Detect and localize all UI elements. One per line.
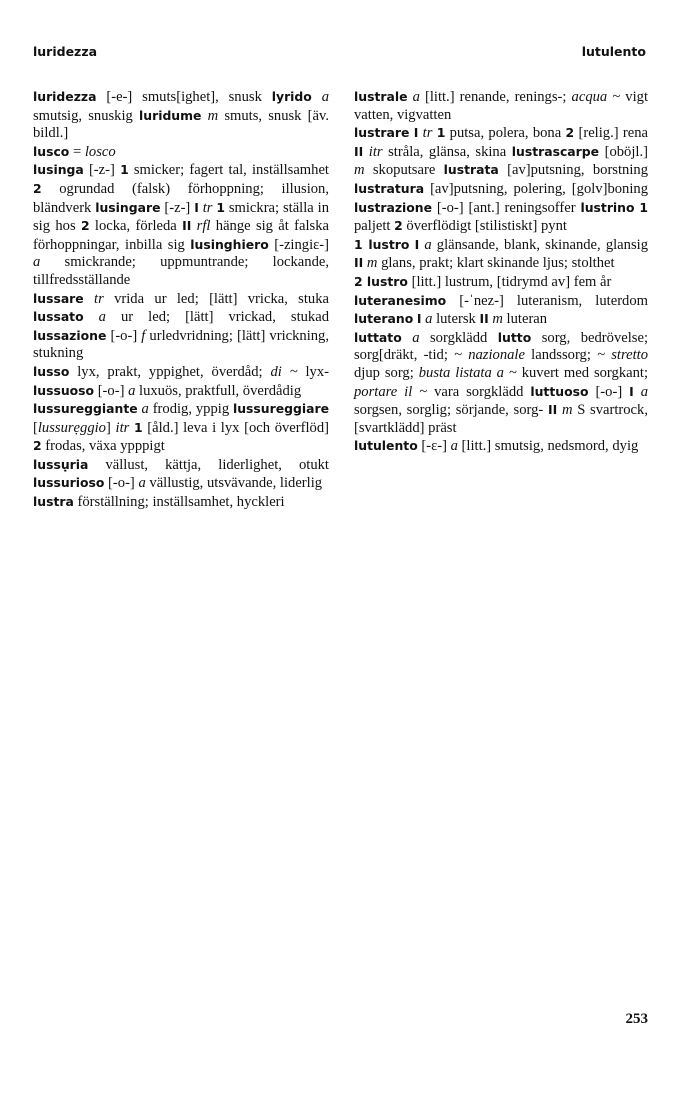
entry-bold-term: lusinghiero (190, 236, 269, 252)
entry-italic-text: itr (368, 143, 383, 160)
entry-text: smutsig, snuskig (33, 107, 140, 124)
entry-headword: lustrale (354, 89, 408, 104)
entry-bold-term: lustrascarpe (511, 143, 600, 159)
entry-headword: lussare (33, 290, 84, 306)
entry-headword: lutulento (354, 438, 418, 454)
entry-bold-term: lustratura (354, 180, 425, 196)
entry-text: frodas, växa ypppigt (41, 438, 165, 455)
entry-bold-term: lussurioso (33, 475, 105, 491)
entry-text: [-ˈnez-] luteranism, luterdom (446, 292, 648, 309)
entry-text: [-z-] (83, 162, 121, 179)
entry-italic-text: rfl (196, 218, 211, 235)
dictionary-entry (33, 456, 329, 493)
entry-text: [-o-] (588, 383, 630, 400)
running-header (33, 44, 646, 64)
entry-text: ur led; [lätt] vrickad, stukad (105, 309, 329, 326)
entry-text (84, 309, 99, 325)
entry-bold-term: I (413, 125, 419, 141)
entry-text: vällust, kättja, liderlighet, otukt (88, 456, 329, 473)
dictionary-entry (33, 493, 329, 512)
entry-text: överflödigt [stilistiskt] pynt (402, 218, 567, 235)
entry-bold-term: lustrata (443, 162, 499, 178)
entry-bold-term: luterano (354, 311, 414, 327)
header-first-word: luridezza (33, 44, 98, 59)
entry-text: vara sorgklädd (427, 383, 531, 400)
dictionary-entry (33, 290, 329, 363)
entry-italic-text: a (33, 254, 41, 271)
entry-text: hänge sig åt falska förhoppningar, inbilla sig (33, 218, 329, 253)
entry-bold-term: I (414, 236, 420, 252)
entry-bold-term: 1 (133, 419, 143, 435)
dictionary-entry (33, 143, 329, 162)
dictionary-entry (33, 400, 329, 456)
entry-bold-term: 1 (120, 162, 129, 178)
entry-text: [-o-] (94, 382, 129, 399)
entry-bold-term: II (479, 311, 489, 327)
entry-text: [-o-] (106, 327, 142, 344)
entry-italic-text: m (561, 402, 573, 419)
dictionary-entry (33, 88, 329, 143)
entry-text: locka, förleda (89, 218, 183, 235)
entry-text: vrida ur led; [lätt] vricka, stuka (103, 290, 329, 307)
entry-text: skoputsare (364, 162, 444, 179)
entry-text: kuvert med sorgkant; (516, 364, 648, 381)
entry-text: [-z-] (160, 199, 195, 216)
entry-bold-term: luridume (139, 107, 202, 123)
entry-headword: luteranesimo (354, 292, 447, 308)
entry-bold-term: 1 (639, 199, 648, 215)
page-number: 253 (625, 1011, 648, 1027)
dictionary-column-right (354, 88, 648, 456)
entry-text: [litt.] renande, renings-; (419, 89, 572, 105)
entry-headword: lusinga (33, 162, 84, 178)
entry-bold-term: lutto (497, 329, 532, 345)
entry-text: [relig.] rena (574, 125, 649, 142)
entry-text: [av]putsning, polering, [golv]boning (424, 180, 648, 197)
entry-italic-text: portare il ~ (354, 383, 428, 400)
entry-headword: lusso (33, 363, 70, 379)
dictionary-entry (33, 161, 329, 289)
entry-bold-term: 1 (436, 125, 446, 141)
entry-text: [-o-] [ant.] reningsoffer (432, 199, 581, 216)
entry-text: frodig, yppig (148, 401, 233, 418)
entry-italic-text: a (412, 329, 420, 346)
entry-bold-term: lyrido (271, 89, 312, 104)
entry-text: [ (33, 419, 38, 436)
entry-text: [-e-] smuts[ighet], snusk (96, 89, 272, 105)
entry-bold-term: 1 (216, 199, 225, 215)
entry-text: ] (105, 419, 116, 436)
entry-italic-text: m (354, 162, 365, 179)
entry-italic-text: lussurẹggio (37, 419, 106, 436)
entry-bold-term: lussureggiare (232, 401, 329, 417)
entry-bold-term: II (354, 143, 364, 159)
entry-italic-text: a (141, 401, 149, 418)
header-last-word: lutulento (581, 44, 646, 59)
entry-text: [av]putsning, borstning (498, 162, 648, 179)
entry-text: [litt.] smutsig, nedsmord, dyig (457, 438, 639, 455)
entry-text: smuts, snusk [äv. bildl.] (33, 107, 329, 142)
entry-bold-term: 2 (33, 438, 42, 454)
entry-italic-text: m (492, 311, 503, 328)
entry-text: luteran (502, 311, 548, 328)
entry-headword: lustrare (354, 125, 410, 141)
entry-text: [-ɛ-] (417, 438, 451, 455)
entry-bold-term: lussato (33, 309, 84, 325)
entry-italic-text: tr (422, 125, 433, 142)
entry-italic-text: tr (202, 199, 213, 216)
entry-text: landssorg; (524, 347, 598, 364)
entry-headword: lussụria (33, 456, 89, 472)
entry-italic-text: tr (94, 290, 104, 307)
entry-bold-term: lustrazione (354, 199, 433, 215)
entry-headword: luridezza (33, 89, 97, 104)
entry-text: [litt.] lustrum, [tidrymd av] fem år (407, 273, 612, 290)
entry-text: sorg, bedrövelse; sorg[dräkt, -tid; (354, 329, 648, 364)
entry-italic-text: losco (84, 143, 116, 160)
entry-text: vigt vatten, vigvatten (354, 89, 648, 123)
entry-text: luxuös, praktfull, överdådig (135, 382, 302, 399)
entry-text: [oböjl.] (599, 143, 648, 160)
entry-text: ogrundad (falsk) förhoppning; illusion, bländverk (33, 180, 329, 216)
entry-italic-text: busta listata a ~ (418, 364, 517, 381)
entry-text (402, 330, 413, 346)
entry-bold-term: lustrino (580, 199, 635, 215)
entry-italic-text: itr (115, 419, 130, 436)
entry-bold-term: 2 (80, 218, 90, 234)
entry-bold-term: I (629, 383, 634, 399)
entry-text: lutersk (432, 311, 480, 328)
entry-headword: 1 lustro (354, 236, 410, 252)
entry-italic-text: a (425, 311, 433, 328)
entry-italic-text: a (128, 382, 136, 399)
dictionary-entry (354, 236, 648, 273)
entry-italic-text: m (366, 255, 378, 272)
entry-italic-text: a (640, 383, 648, 400)
entry-italic-text: ~ nazionale (454, 347, 525, 364)
entry-text: smicker; fagert tal, inställsamhet (128, 162, 329, 179)
entry-text: stråla, glänsa, skina (382, 143, 512, 160)
entry-bold-term: 2 (33, 180, 42, 196)
dictionary-entry (354, 292, 648, 329)
entry-bold-term: 2 (394, 218, 403, 234)
entry-text: putsa, polera, bona (445, 125, 566, 142)
entry-italic-text: f (141, 327, 146, 344)
entry-bold-term: 2 (565, 125, 575, 141)
dictionary-entry (33, 363, 329, 400)
dictionary-entry (354, 437, 648, 456)
entry-italic-text: ~ stretto (597, 347, 648, 364)
entry-headword: lussureggiante (33, 401, 138, 417)
entry-text: sorgsen, sorglig; sörjande, sorg- (354, 402, 548, 419)
entry-headword: lustra (33, 494, 74, 510)
entry-text (312, 89, 322, 105)
entry-text: urledvridning; [lätt] vrickning, stukning (33, 327, 329, 362)
dictionary-entry (354, 88, 648, 124)
entry-text: [-zingiɛ-] (268, 236, 329, 253)
entry-text: S svartrock, [svartklädd] präst (354, 402, 648, 436)
entry-text: paljett (354, 218, 395, 235)
dictionary-entry (354, 273, 648, 292)
entry-text (634, 384, 641, 400)
entry-italic-text: a (321, 89, 329, 105)
entry-text: smickra; ställa in sig hos (33, 199, 329, 235)
dictionary-column-left (33, 88, 329, 512)
entry-bold-term: luttuoso (530, 383, 589, 399)
entry-text: djup sorg; (354, 364, 419, 381)
entry-italic-text: acqua ~ (571, 89, 621, 105)
entry-text: [-o-] (104, 475, 139, 492)
entry-text: lyx, prakt, yppighet, överdåd; (69, 363, 271, 380)
entry-bold-term: I (416, 311, 422, 327)
entry-italic-text: a (98, 309, 106, 326)
entry-italic-text: di ~ (270, 363, 298, 380)
entry-text: glans, prakt; klart skinande ljus; stolthet (377, 255, 615, 272)
entry-text: glänsande, blank, skinande, glansig (431, 236, 648, 253)
entry-text: [åld.] leva i lyx [och överflöd] (142, 419, 330, 436)
entry-italic-text: a (412, 89, 420, 105)
entry-headword: luttato (354, 329, 402, 345)
dictionary-entry (354, 124, 648, 236)
entry-italic-text: a (424, 236, 432, 253)
entry-text: = (69, 143, 85, 160)
entry-bold-term: I (194, 199, 199, 215)
entry-text: smickrande; uppmuntrande; lockande, tillfredsställande (33, 254, 329, 288)
entry-text: lyx- (297, 363, 329, 380)
entry-headword: lusco (33, 143, 70, 159)
dictionary-entry (354, 329, 648, 438)
entry-text: vällustig, utsvävande, liderlig (145, 475, 323, 492)
entry-italic-text: a (138, 475, 146, 492)
entry-bold-term: lusingare (95, 199, 161, 215)
entry-text: sorgklädd (419, 329, 498, 346)
entry-text: förställning; inställsamhet, hyckleri (73, 494, 285, 511)
entry-bold-term: lussuoso (33, 382, 95, 398)
entry-italic-text: m (207, 107, 219, 124)
entry-bold-term: lussazione (33, 327, 107, 343)
entry-text (84, 291, 94, 307)
entry-bold-term: II (547, 402, 558, 418)
entry-italic-text: a (450, 438, 458, 455)
entry-bold-term: II (182, 218, 192, 234)
entry-headword: 2 lustro (354, 273, 408, 289)
entry-bold-term: II (354, 255, 364, 271)
